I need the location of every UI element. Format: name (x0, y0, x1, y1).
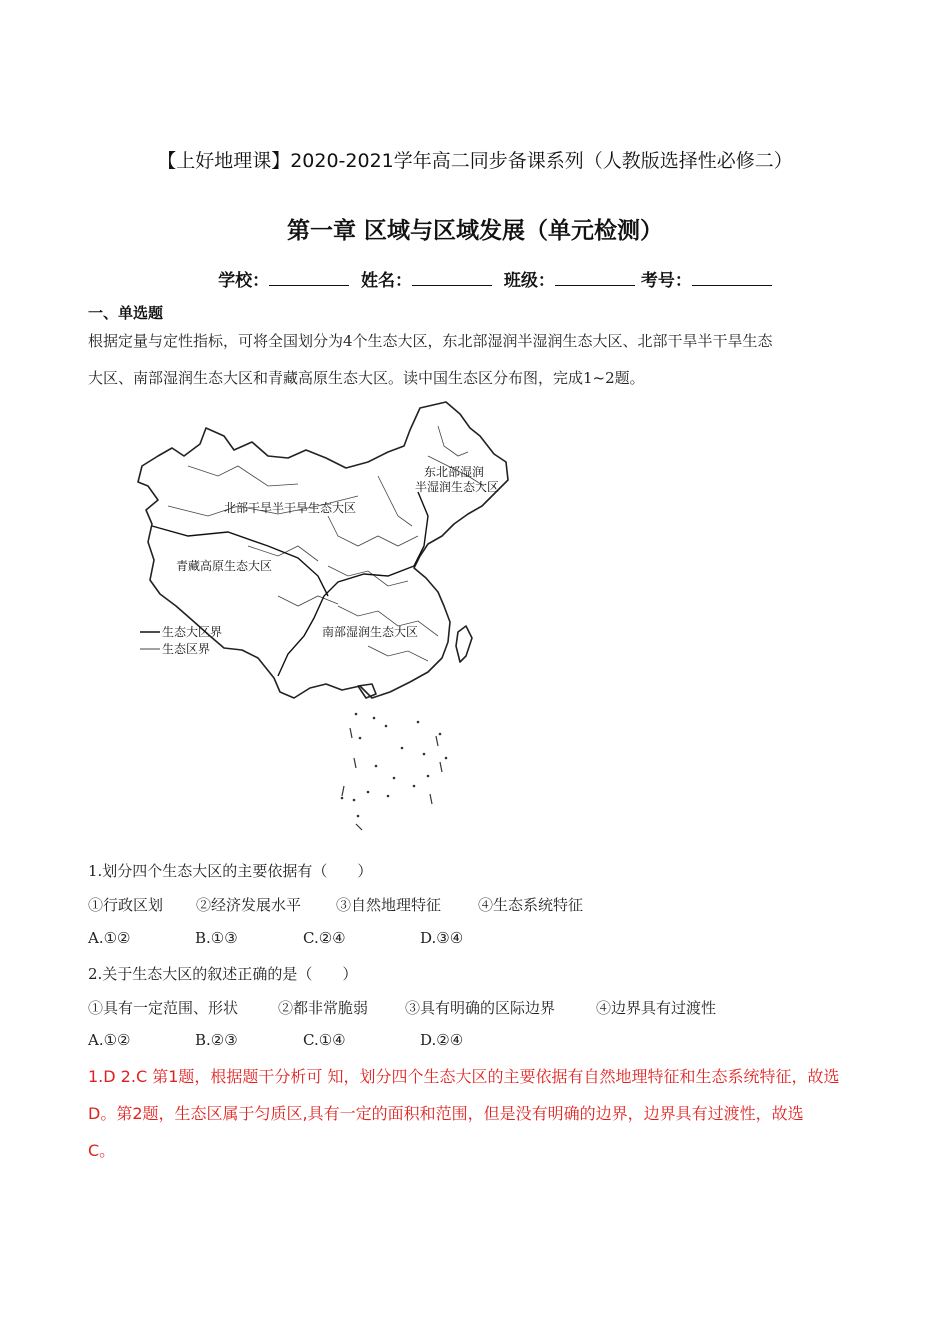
number-blank (692, 271, 772, 286)
q1-statement-4: ④生态系统特征 (478, 896, 584, 914)
name-label: 姓名： (361, 271, 412, 291)
label-north: 北部干旱半干旱生态大区 (224, 501, 357, 515)
nine-dash-line (342, 728, 442, 830)
q1-choice-c: C.②④ (303, 929, 346, 947)
q2-choice-a: A.①② (88, 1031, 131, 1049)
name-blank (412, 271, 492, 286)
q1-statement-3: ③自然地理特征 (336, 896, 442, 914)
answer-line-1: 1.D 2.C 第1题，根据题干分析可 知，划分四个生态大区的主要依据有自然地理特征和生态系统特征，故选 (88, 1067, 840, 1086)
section-title: 一、单选题 (88, 304, 164, 322)
q2-statement-1: ①具有一定范围、形状 (88, 999, 239, 1017)
class-label: 班级： (503, 271, 555, 291)
series-title: 【上好地理课】2020-2021学年高二同步备课系列（人教版选择性必修二） (157, 150, 793, 172)
q1-choice-b: B.①③ (195, 929, 238, 947)
q1-statement-2: ②经济发展水平 (196, 896, 302, 914)
label-northeast-1: 东北部湿润 (424, 465, 485, 479)
map-legend (140, 624, 222, 656)
answer-line-3: C。 (88, 1141, 116, 1160)
school-blank (269, 271, 349, 286)
q2-choice-d: D.②④ (420, 1031, 464, 1049)
q1-choice-a: A.①② (88, 929, 131, 947)
q2-choice-c: C.①④ (303, 1031, 346, 1049)
legend-minor-label: 生态区界 (162, 642, 211, 656)
answer-line-2: D。第2题，生态区属于匀质区,具有一定的面积和范围，但是没有明确的边界，边界具有过渡性，故选 (88, 1104, 804, 1123)
legend-major-label: 生态大区界 (162, 625, 223, 639)
q2-statement-2: ②都非常脆弱 (278, 999, 369, 1017)
label-tibet: 青藏高原生态大区 (176, 559, 273, 573)
question-2-stem: 2.关于生态大区的叙述正确的是（ ） (88, 965, 358, 983)
intro-line-1: 根据定量与定性指标，可将全国划分为4个生态大区，东北部湿润半湿润生态大区、北部干旱半干旱生态 (88, 332, 773, 350)
q1-choice-d: D.③④ (420, 929, 464, 947)
china-eco-region-map (128, 396, 548, 836)
student-info-line (0, 266, 950, 291)
q2-statement-4: ④边界具有过渡性 (596, 999, 717, 1017)
q2-choice-b: B.②③ (195, 1031, 238, 1049)
q1-statement-1: ①行政区划 (88, 896, 164, 914)
label-south: 南部湿润生态大区 (322, 625, 419, 639)
question-1-stem: 1.划分四个生态大区的主要依据有（ ） (88, 862, 373, 880)
chapter-title: 第一章 区域与区域发展（单元检测） (286, 218, 663, 244)
number-label: 考号： (640, 271, 692, 291)
intro-line-2: 大区、南部湿润生态大区和青藏高原生态大区。读中国生态区分布图，完成1~2题。 (88, 369, 645, 387)
label-northeast-2: 半湿润生态大区 (415, 480, 500, 494)
school-label: 学校： (218, 271, 270, 291)
q2-statement-3: ③具有明确的区际边界 (405, 999, 556, 1017)
class-blank (555, 271, 635, 286)
